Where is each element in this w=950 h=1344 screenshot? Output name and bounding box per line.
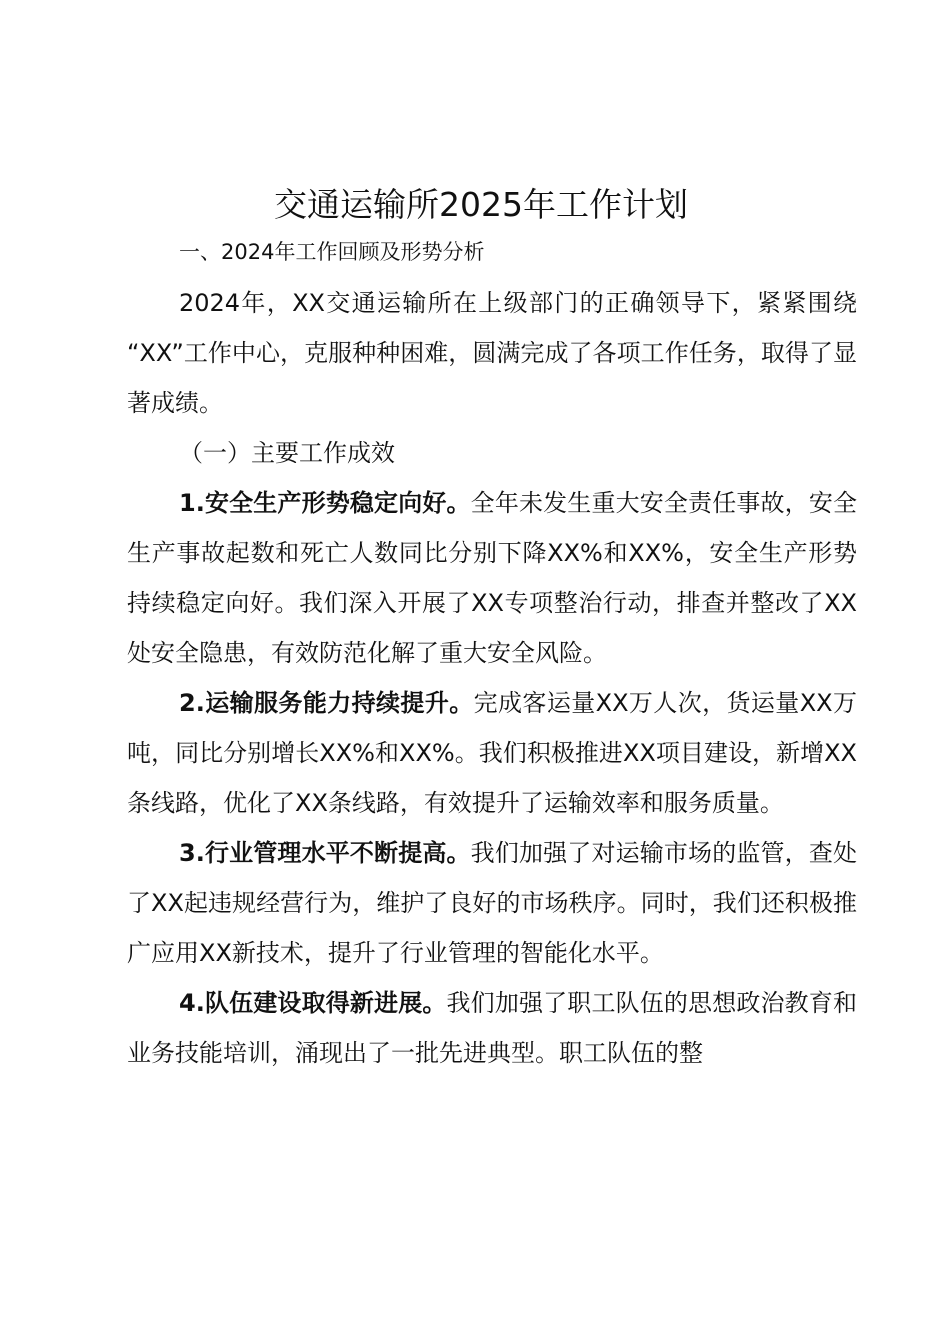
- document-page: [127, 182, 857, 1078]
- item-lead-transport: 2.运输服务能力持续提升。: [179, 689, 474, 717]
- item-lead-management: 3.行业管理水平不断提高。: [179, 839, 471, 867]
- item-body-management: 我们加强了对运输市场的监管，查处了XX起违规经营行为，维护了良好的市场秩序。同时，我们还积极推广应用XX新技术，提升了行业管理的智能化水平。: [127, 839, 857, 967]
- item-paragraph-safety: [127, 478, 857, 678]
- item-body-safety: 全年未发生重大安全责任事故，安全生产事故起数和死亡人数同比分别下降XX%和XX%，安全生产形势持续稳定向好。我们深入开展了XX专项整治行动，排查并整改了XX处安全隐患，有效防范化解了重大安全风险。: [127, 489, 857, 667]
- intro-paragraph: 2024年，XX交通运输所在上级部门的正确领导下，紧紧围绕 “XX”工作中心，克服种种困难，圆满完成了各项工作任务，取得了显著成绩。: [127, 289, 857, 417]
- item-body-team: 我们加强了职工队伍的思想政治教育和业务技能培训，涌现出了一批先进典型。职工队伍的整: [127, 989, 857, 1067]
- item-body-transport: 完成客运量XX万人次，货运量XX万吨，同比分别增长XX%和XX%。我们积极推进XX项目建设，新增XX条线路，优化了XX条线路，有效提升了运输效率和服务质量。: [127, 689, 857, 817]
- document-title: 交通运输所2025年工作计划: [274, 185, 688, 224]
- item-lead-team: 4.队伍建设取得新进展。: [179, 989, 447, 1017]
- item-paragraph-team: [127, 978, 857, 1078]
- item-lead-safety: 1.安全生产形势稳定向好。: [179, 489, 471, 517]
- item-paragraph-transport: [127, 678, 857, 828]
- item-paragraph-management: [127, 828, 857, 978]
- section-heading-review: 一、2024年工作回顾及形势分析: [179, 240, 485, 264]
- subheading-main-achievements: （一）主要工作成效: [179, 439, 395, 467]
